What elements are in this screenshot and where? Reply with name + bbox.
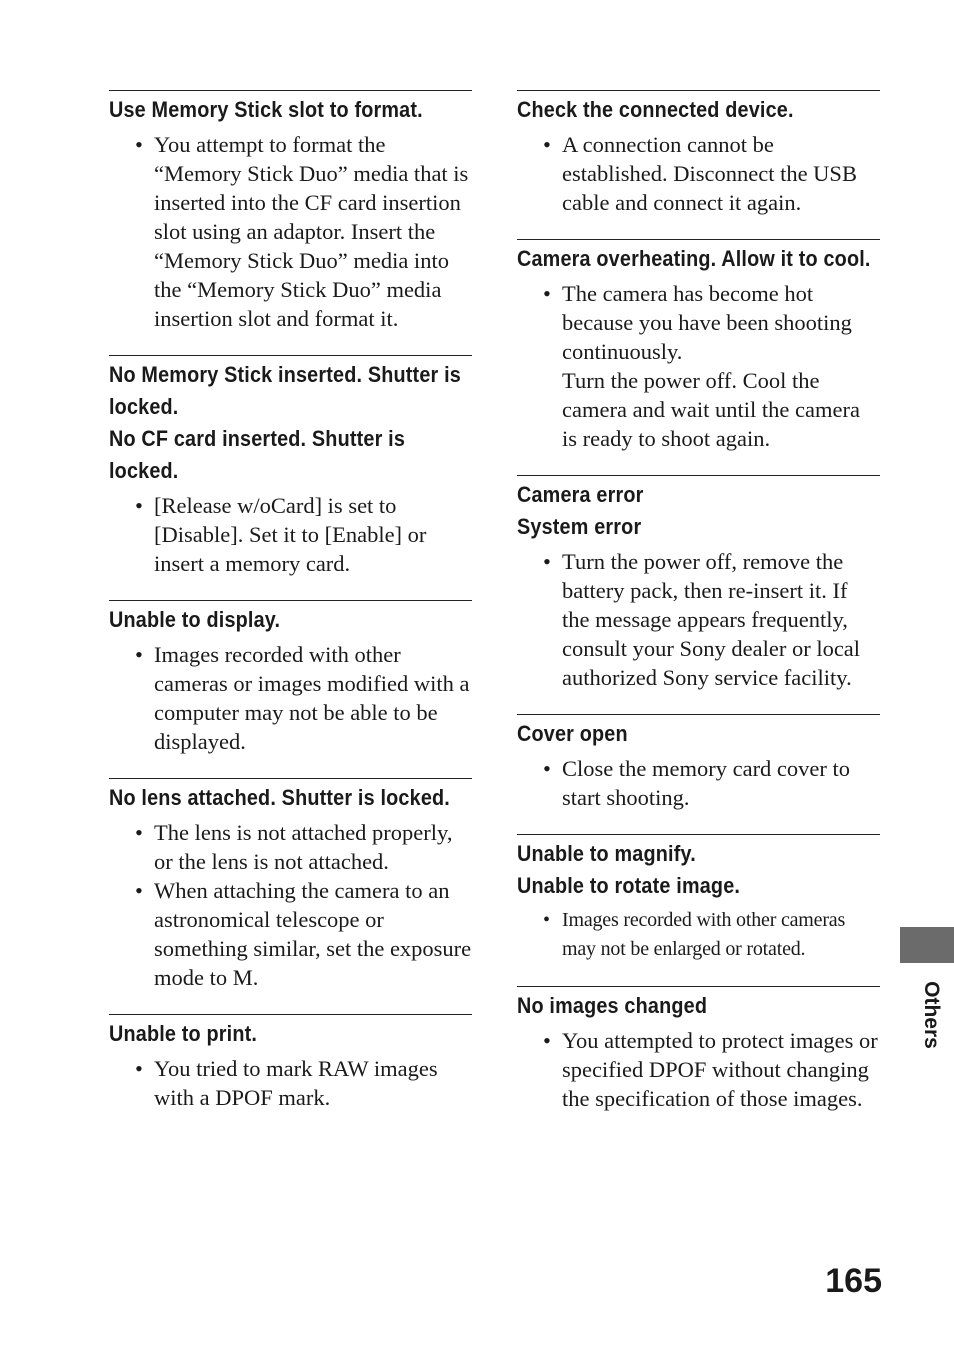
message-heading [109,782,472,814]
page-number: 165 [825,1262,882,1300]
bullet-list [517,130,880,217]
message-heading-line: Use Memory Stick slot to format. [109,97,423,122]
bullet-list [517,754,880,812]
bullet-item [517,130,880,217]
bullet-text: You tried to mark RAW images with a DPOF mark. [154,1056,438,1110]
bullet-list [109,491,472,578]
bullet-list [109,640,472,756]
bullet-list [517,279,880,453]
bullet-text: [Release w/oCard] is set to [Disable]. Set it to [Enable] or insert a memory card. [154,493,427,576]
message-heading [109,94,472,126]
bullet-text: You attempted to protect images or specified DPOF without changing the specification of those images. [562,1028,878,1111]
bullet-text: Images recorded with other cameras or images modified with a computer may not be able to be displayed. [154,642,470,754]
message-heading-line: No Memory Stick inserted. Shutter is locked. [109,362,461,419]
message-heading [109,359,472,487]
bullet-item [109,130,472,333]
message-heading-line: No images changed [517,993,708,1018]
bullet-item [109,640,472,756]
message-section [109,778,472,992]
message-heading [109,1018,472,1050]
message-section [517,90,880,217]
message-section [517,239,880,453]
message-heading [517,838,880,902]
bullet-list [109,1054,472,1112]
message-heading-line: Unable to magnify. [517,841,696,866]
bullet-text: Close the memory card cover to start shooting. [562,756,851,810]
bullet-list [517,906,880,964]
bullet-text: You attempt to format the “Memory Stick Duo” media that is inserted into the CF card insertion slot using an adaptor. Insert the “Memory Stick Duo” media into the “Memory Stick Duo” media insertion slot and format it. [154,132,469,331]
bullet-text: The lens is not attached properly, or the lens is not attached. [154,820,453,874]
message-heading-line: Cover open [517,721,628,746]
bullet-item [109,491,472,578]
message-heading-line: No CF card inserted. Shutter is locked. [109,426,406,483]
bullet-text: The camera has become hot because you have been shooting continuously. [562,281,852,364]
bullet-item [517,547,880,692]
bullet-list [517,1026,880,1113]
message-heading-line: No lens attached. Shutter is locked. [109,785,450,810]
message-heading-line: Unable to display. [109,607,281,632]
bullet-item [517,906,880,964]
message-section [517,834,880,964]
bullet-item [517,1026,880,1113]
message-heading [517,479,880,543]
message-section [109,90,472,333]
bullet-text: Images recorded with other cameras may not be enlarged or rotated. [562,909,846,960]
message-heading [517,94,880,126]
message-heading-line: Camera overheating. Allow it to cool. [517,246,871,271]
bullet-item [109,818,472,876]
bullet-continuation: Turn the power off. Cool the camera and wait until the camera is ready to shoot again. [562,368,860,451]
bullet-text: When attaching the camera to an astronomical telescope or something similar, set the exposure mode to M. [154,878,472,990]
message-heading [109,604,472,636]
message-section [109,600,472,756]
bullet-text: Turn the power off, remove the battery pack, then re-insert it. If the message appears frequently, consult your Sony dealer or local authorized Sony service facility. [562,549,861,690]
bullet-list [109,130,472,333]
message-heading-line: System error [517,514,642,539]
message-section [109,355,472,578]
section-tab-label: Others [920,981,943,1049]
message-heading [517,990,880,1022]
message-heading [517,718,880,750]
section-tab-marker [900,927,954,963]
bullet-item [109,876,472,992]
message-section [517,986,880,1113]
bullet-item [517,279,880,453]
message-heading-line: Unable to print. [109,1021,258,1046]
message-heading-line: Camera error [517,482,644,507]
bullet-text: A connection cannot be established. Disconnect the USB cable and connect it again. [562,132,857,215]
message-section [517,475,880,692]
message-heading [517,243,880,275]
bullet-item [517,754,880,812]
message-heading-line: Check the connected device. [517,97,794,122]
message-section [517,714,880,812]
bullet-list [109,818,472,992]
right-column [517,90,880,1113]
message-section [109,1014,472,1112]
message-heading-line: Unable to rotate image. [517,873,741,898]
bullet-item [109,1054,472,1112]
left-column [109,90,472,1112]
bullet-list [517,547,880,692]
